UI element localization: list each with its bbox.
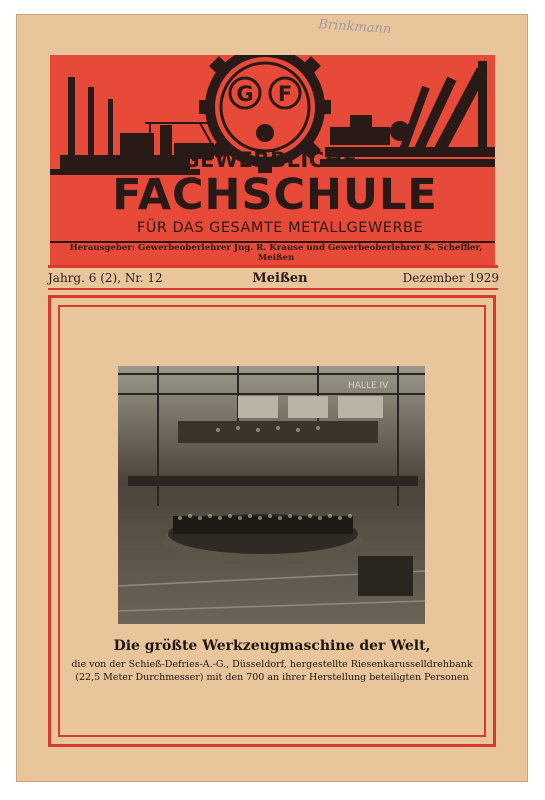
issue-city: Meißen	[252, 271, 308, 286]
caption-title: Die größte Werkzeugmaschine der Welt,	[113, 638, 431, 654]
top-divider	[48, 265, 498, 268]
logo-letter-g: G	[236, 82, 254, 106]
publishers-line: Herausgeber: Gewerbeoberlehrer Jng. R. Krause und Gewerbeoberlehrer K. Scheffler, Meißen	[69, 243, 483, 263]
svg-text:F: F	[277, 82, 293, 106]
factory-hall-image	[118, 366, 425, 624]
chimney-icon	[68, 77, 75, 155]
hall-sign: HALLE IV	[348, 381, 389, 391]
caption-line-2: (22,5 Meter Durchmesser) mit den 700 an ihrer Herstellung beteiligten Personen	[75, 672, 469, 683]
issue-number: Jahrg. 6 (2), Nr. 12	[48, 271, 163, 285]
issue-date: Dezember 1929	[402, 271, 499, 285]
bottom-divider	[48, 288, 498, 290]
handwritten-name: Brinkmann	[317, 17, 392, 38]
masthead-title-line2: FACHSCHULE	[112, 170, 438, 220]
caption-line-1: die von der Schieß-Defries-A.-G., Düsseldorf, hergestellte Riesenkarusselldrehbank	[71, 659, 473, 670]
factory-photo	[118, 366, 425, 624]
masthead-subtitle: FÜR DAS GESAMTE METALLGEWERBE	[136, 220, 424, 236]
masthead-title-line1: GEWERBLICHE	[182, 148, 358, 172]
